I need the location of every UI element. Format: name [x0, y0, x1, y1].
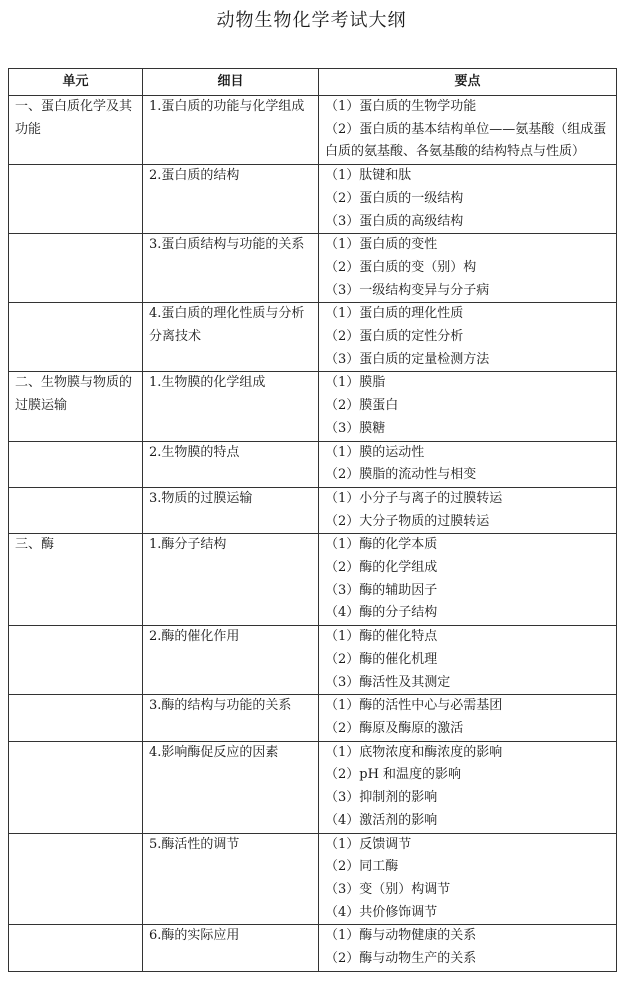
point-item: （1）肽键和肽 [325, 168, 412, 184]
point-item: （4）激活剂的影响 [325, 812, 438, 828]
detail-label: 2.生物膜的特点 [149, 444, 240, 460]
table-row [9, 165, 617, 234]
point-item: （3）蛋白质的定量检测方法 [325, 351, 490, 367]
page-title: 动物生物化学考试大纲 [216, 10, 407, 31]
point-item: （3）蛋白质的高级结构 [325, 213, 464, 229]
detail-label: 4.影响酶促反应的因素 [149, 744, 279, 760]
detail-label: 5.酶活性的调节 [149, 836, 240, 852]
table-body [9, 96, 617, 972]
detail-cell [143, 441, 319, 487]
syllabus-table [8, 68, 617, 972]
table-row [9, 741, 617, 833]
detail-label: 1.蛋白质的功能与化学组成 [149, 99, 305, 114]
table-row [9, 234, 617, 303]
points-cell [319, 626, 617, 695]
detail-cell [143, 741, 319, 833]
table-row [9, 534, 617, 626]
detail-label: 1.酶分子结构 [149, 537, 227, 553]
points-cell [319, 234, 617, 303]
unit-cell [9, 303, 143, 372]
unit-cell [9, 234, 143, 303]
table-row [9, 372, 617, 441]
unit-label: 一、蛋白质化学及其功能 [15, 99, 133, 137]
points-cell [319, 534, 617, 626]
point-item: （2）蛋白质的变（别）构 [325, 259, 477, 275]
point-item: （4）共价修饰调节 [325, 904, 438, 920]
point-item: （2）膜蛋白 [325, 398, 399, 414]
detail-label: 3.蛋白质结构与功能的关系 [149, 237, 305, 253]
header-points: 要点 [319, 69, 617, 96]
points-cell [319, 487, 617, 533]
detail-cell [143, 925, 319, 971]
point-item: （3）膜糖 [325, 420, 386, 436]
point-item: （3）变（别）构调节 [325, 881, 451, 897]
unit-label: 三、酶 [15, 537, 55, 553]
unit-cell [9, 441, 143, 487]
table-row [9, 833, 617, 925]
point-item: （1）膜的运动性 [325, 444, 425, 460]
header-unit: 单元 [9, 69, 143, 96]
detail-cell [143, 372, 319, 441]
point-item: （1）蛋白质的变性 [325, 237, 438, 253]
point-item: （2）酶的化学组成 [325, 560, 438, 576]
points-cell [319, 165, 617, 234]
point-item: （2）酶原及酶原的激活 [325, 720, 464, 736]
detail-cell [143, 165, 319, 234]
unit-cell [9, 534, 143, 626]
point-item: （3）一级结构变异与分子病 [325, 282, 490, 298]
unit-cell [9, 741, 143, 833]
point-item: （2）pH 和温度的影响 [325, 767, 462, 783]
unit-cell [9, 487, 143, 533]
detail-cell [143, 534, 319, 626]
table-row [9, 626, 617, 695]
point-item: （1）蛋白质的生物学功能 [325, 99, 477, 114]
detail-cell [143, 626, 319, 695]
point-item: （2）膜脂的流动性与相变 [325, 467, 477, 483]
unit-label: 二、生物膜与物质的过膜运输 [15, 375, 133, 414]
unit-cell [9, 626, 143, 695]
unit-cell [9, 372, 143, 441]
point-item: （2）蛋白质的基本结构单位——氨基酸（组成蛋白质的氨基酸、各氨基酸的结构特点与性质） [325, 121, 607, 160]
point-item: （3）酶活性及其测定 [325, 674, 451, 690]
detail-cell [143, 833, 319, 925]
points-cell [319, 96, 617, 165]
header-detail: 细目 [143, 69, 319, 96]
detail-label: 3.酶的结构与功能的关系 [149, 698, 292, 714]
points-cell [319, 741, 617, 833]
detail-label: 1.生物膜的化学组成 [149, 375, 266, 391]
point-item: （1）酶的活性中心与必需基团 [325, 698, 503, 714]
detail-label: 4.蛋白质的理化性质与分析分离技术 [149, 306, 305, 345]
point-item: （1）蛋白质的理化性质 [325, 306, 464, 322]
table-row [9, 441, 617, 487]
point-item: （1）反馈调节 [325, 836, 412, 852]
unit-cell [9, 925, 143, 971]
table-row [9, 96, 617, 165]
point-item: （2）同工酶 [325, 859, 399, 875]
detail-cell [143, 487, 319, 533]
point-item: （1）小分子与离子的过膜转运 [325, 490, 503, 506]
point-item: （2）酶的催化机理 [325, 651, 438, 667]
point-item: （1）酶的催化特点 [325, 629, 438, 645]
point-item: （1）膜脂 [325, 375, 386, 391]
points-cell [319, 695, 617, 741]
detail-label: 6.酶的实际应用 [149, 928, 240, 944]
point-item: （3）酶的辅助因子 [325, 582, 438, 598]
points-cell [319, 303, 617, 372]
header-row [9, 69, 617, 96]
table-header [9, 69, 617, 96]
table-row [9, 695, 617, 741]
detail-cell [143, 96, 319, 165]
table-row [9, 925, 617, 971]
points-cell [319, 833, 617, 925]
detail-label: 2.蛋白质的结构 [149, 168, 240, 184]
point-item: （2）蛋白质的一级结构 [325, 190, 464, 206]
detail-label: 2.酶的催化作用 [149, 629, 240, 645]
unit-cell [9, 96, 143, 165]
points-cell [319, 925, 617, 971]
table-row [9, 303, 617, 372]
point-item: （1）酶的化学本质 [325, 537, 438, 553]
point-item: （1）底物浓度和酶浓度的影响 [325, 744, 503, 760]
point-item: （1）酶与动物健康的关系 [325, 928, 477, 944]
unit-cell [9, 165, 143, 234]
detail-label: 3.物质的过膜运输 [149, 490, 253, 506]
detail-cell [143, 303, 319, 372]
point-item: （2）蛋白质的定性分析 [325, 329, 464, 345]
detail-cell [143, 695, 319, 741]
point-item: （2）酶与动物生产的关系 [325, 951, 477, 967]
point-item: （3）抑制剂的影响 [325, 790, 438, 806]
points-cell [319, 441, 617, 487]
detail-cell [143, 234, 319, 303]
unit-cell [9, 833, 143, 925]
table-row [9, 487, 617, 533]
point-item: （2）大分子物质的过膜转运 [325, 513, 490, 529]
points-cell [319, 372, 617, 441]
unit-cell [9, 695, 143, 741]
point-item: （4）酶的分子结构 [325, 605, 438, 621]
